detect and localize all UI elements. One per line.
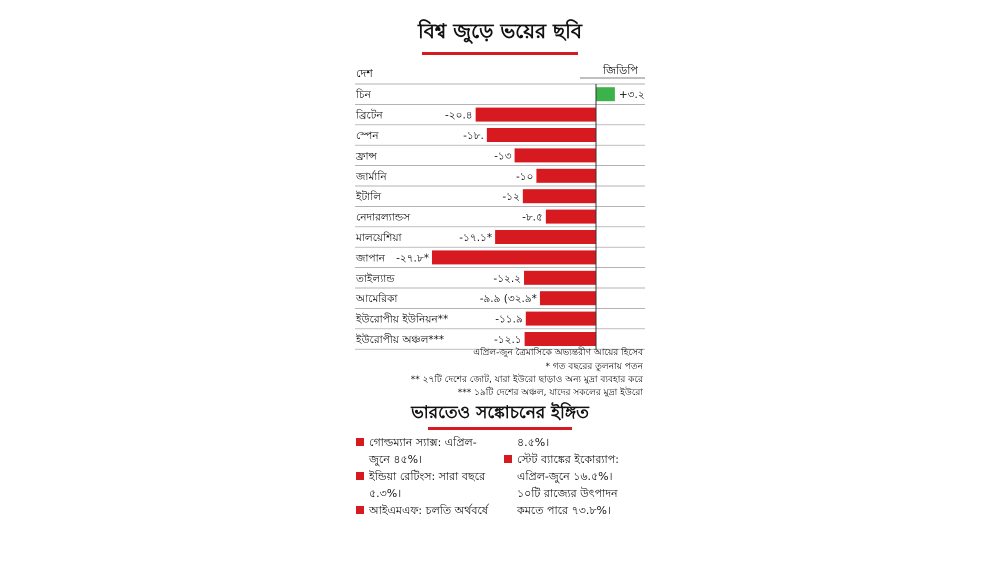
bar	[526, 312, 596, 326]
india-text: আইএমএফ: চলতি অর্থবর্ষে	[369, 504, 488, 517]
value-label: -১১.৯	[495, 313, 523, 326]
india-text: ১০টি রাজ্যের উৎপাদন	[517, 487, 618, 500]
india-text: কমতে পারে ৭৩.৮%।	[517, 504, 611, 517]
india-text: ৪.৫%।	[517, 436, 550, 449]
india-text: গোল্ডম্যান স্যাক্স: এপ্রিল-	[369, 436, 477, 449]
category-label: স্পেন	[356, 130, 379, 142]
category-label: ইউরোপীয় ইউনিয়ন**	[356, 313, 449, 326]
bullet-square	[356, 438, 364, 446]
category-label: জাপান	[356, 252, 385, 265]
footnote: * গত বছরের তুলনায় পতন	[545, 362, 643, 372]
value-label: -৯.৯ (৩২.৯*	[479, 293, 537, 306]
bar	[515, 148, 596, 162]
india-bullet	[356, 502, 488, 519]
value-label: -১২	[502, 191, 520, 204]
india-line	[517, 502, 611, 519]
india-line	[517, 468, 613, 485]
category-label: ফ্রান্স	[356, 150, 377, 163]
india-title: ভারতেও সঙ্কোচনের ইঙ্গিত	[411, 403, 589, 423]
value-label: -১২.২	[493, 272, 522, 285]
bullet-square	[356, 506, 364, 514]
bar	[495, 230, 596, 244]
footnote: ** ২৭টি দেশের জোট, যারা ইউরো ছাড়াও অন্য মুদ্রা ব্যবহার করে	[410, 375, 643, 385]
value-label: -২০.৪	[445, 109, 473, 122]
bar	[546, 210, 596, 224]
category-label: ব্রিটেন	[356, 109, 383, 122]
value-label: -১৭.১*	[459, 232, 493, 244]
india-line	[369, 485, 401, 502]
category-header: দেশ	[356, 67, 373, 80]
bar	[596, 87, 615, 101]
bar	[487, 128, 596, 142]
india-text: স্টেট ব্যাঙ্কের ইকোর‍্যাপ:	[517, 453, 619, 466]
india-line	[369, 451, 422, 468]
bar	[476, 108, 596, 122]
category-label: আমেরিকা	[356, 293, 398, 306]
india-line	[517, 434, 549, 451]
india-text: ৫.৩%।	[369, 487, 402, 500]
india-text: ইন্ডিয়া রেটিংস: সারা বছরে	[369, 470, 486, 483]
category-label: চিন	[356, 89, 371, 102]
bullet-square	[504, 455, 512, 463]
india-title-underline	[428, 427, 572, 430]
bar	[525, 332, 596, 346]
india-line	[517, 485, 618, 502]
india-bullet	[356, 468, 485, 485]
value-header: জিডিপি	[603, 64, 638, 77]
category-label: ইউরোপীয় অঞ্চল***	[356, 334, 445, 346]
category-label: ইটালি	[356, 191, 382, 204]
value-label: -১০	[515, 170, 534, 183]
chart-title: বিশ্ব জুড়ে ভয়ের ছবি	[417, 19, 583, 43]
bar	[540, 291, 596, 305]
bar	[536, 169, 596, 183]
value-label: +৩.২	[618, 89, 645, 102]
india-text: জুনে ৪৫%।	[369, 453, 422, 466]
value-label: -২৭.৮*	[396, 252, 429, 265]
value-label: -১২.১	[494, 334, 522, 346]
india-bullet	[504, 451, 619, 468]
value-label: -১৩	[494, 150, 512, 163]
footnote: এপ্রিল-জুন ত্রৈমাসিকে অভ্যন্তরীণ আয়ের হিসেব	[473, 348, 643, 358]
value-label: -৮.৫	[522, 211, 543, 224]
category-label: জার্মানি	[356, 170, 387, 183]
india-bullet	[356, 434, 477, 451]
india-text: এপ্রিল-জুনে ১৬.৫%।	[517, 470, 613, 483]
category-label: তাইল্যান্ড	[356, 272, 395, 285]
footnote: *** ১৯টি দেশের অঞ্চল, যাদের সকলের মুদ্রা ইউরো	[457, 388, 643, 398]
category-label: নেদারল্যান্ডস	[356, 211, 411, 224]
category-label: মালয়েশিয়া	[356, 232, 402, 244]
value-label: -১৮.	[463, 130, 484, 142]
bar	[523, 189, 596, 203]
bar	[524, 271, 596, 285]
bar	[432, 250, 596, 264]
bullet-square	[356, 472, 364, 480]
